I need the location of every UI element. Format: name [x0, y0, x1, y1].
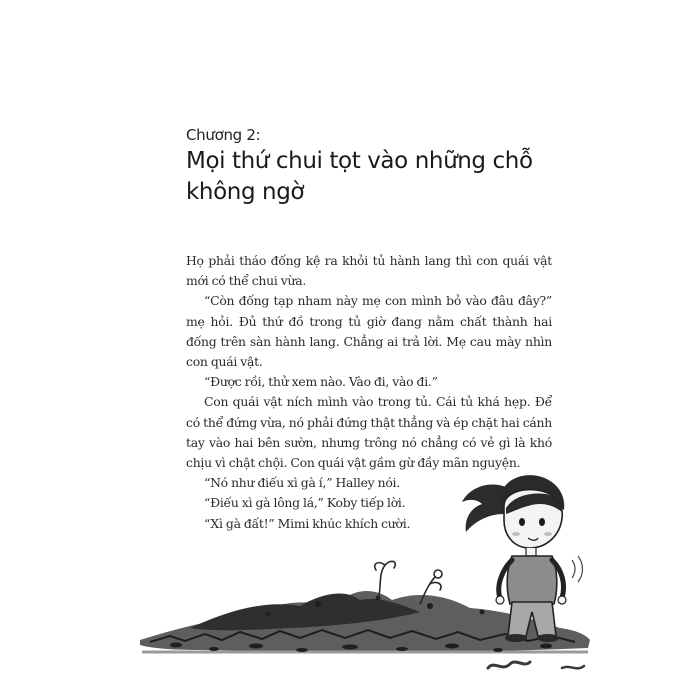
- chapter-label: Chương 2:: [186, 126, 261, 144]
- paragraph: “Được rồi, thử xem nào. Vào đi, vào đi.”: [204, 374, 438, 390]
- paragraph: Con quái vật ních mình vào trong tủ. Cái tủ khá hẹp. Để có thể đứng vừa, nó phải đứng thật thẳng và ép chặt hai cánh tay vào hai bên sườn, nhưng trông nó chẳng có vẻ gì là khó chịu vì chật chội. Con quái vật gầm gừ đầy mãn nguyện.: [186, 394, 552, 471]
- paragraph: “Điếu xì gà lông lá,” Koby tiếp lời.: [204, 495, 406, 511]
- paragraph: “Còn đống tạp nham này mẹ con mình bỏ vào đâu đây?” mẹ hỏi. Đủ thứ đồ trong tủ giờ đang nằm chất thành hai đống trên sàn hành lang. Chẳng ai trả lời. Mẹ cau mày nhìn con quái vật.: [186, 293, 552, 370]
- paragraph: “Xì gà đất!” Mimi khúc khích cười.: [204, 515, 411, 531]
- dirt-ground: [140, 591, 590, 668]
- paragraph: “Nó như điếu xì gà í,” Halley nói.: [204, 475, 400, 491]
- sprouts: [375, 561, 442, 604]
- paragraph: Họ phải tháo đống kệ ra khỏi tủ hành lang thì con quái vật mới có thể chui vừa.: [186, 253, 552, 289]
- chapter-title: Mọi thứ chui tọt vào những chỗ không ngờ: [186, 148, 533, 205]
- chapter-body: [186, 251, 552, 534]
